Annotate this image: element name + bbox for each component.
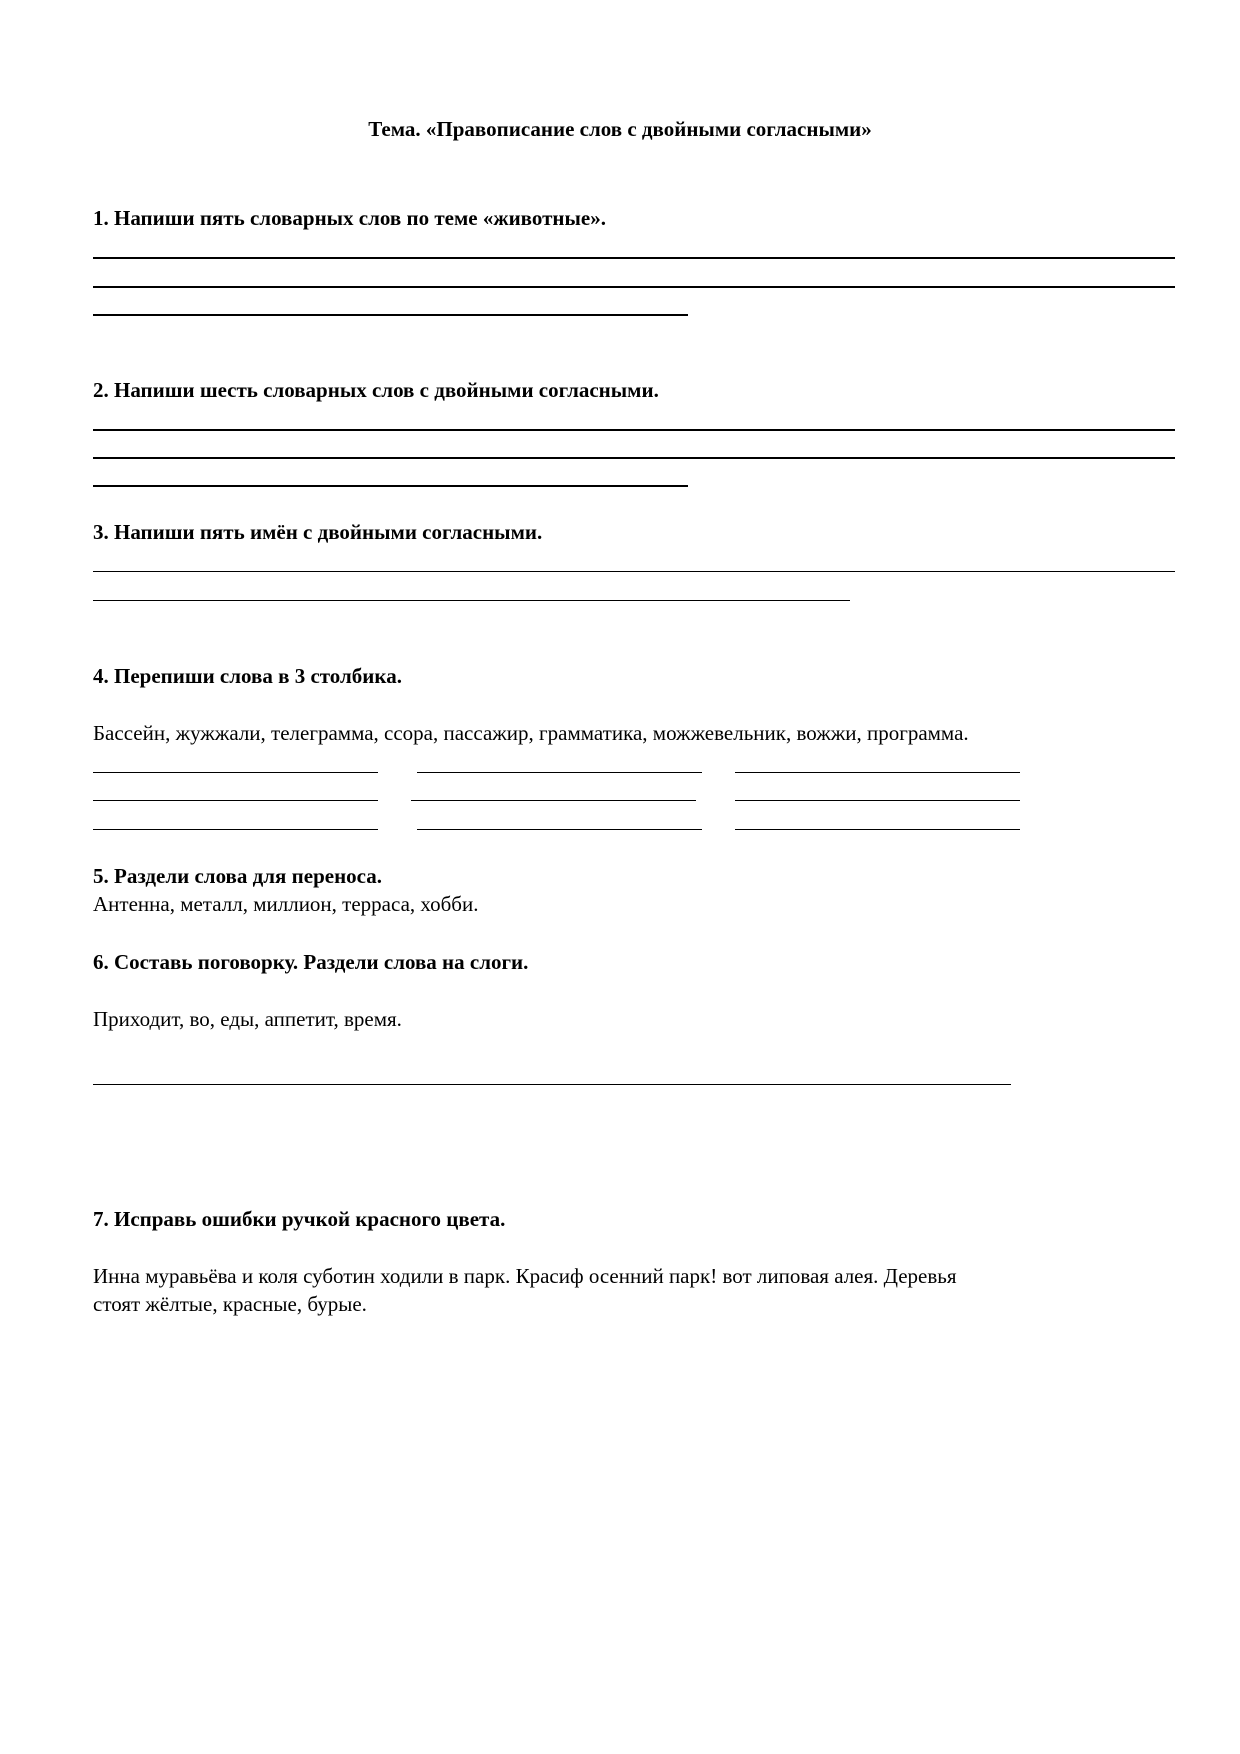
task-1-answer-line-1[interactable] xyxy=(93,257,1175,259)
task-4-col2-line-3[interactable] xyxy=(417,829,702,830)
task-7-heading: 7. Исправь ошибки ручкой красного цвета. xyxy=(93,1207,506,1231)
task-1-answer-line-2[interactable] xyxy=(93,286,1175,288)
task-7-text-line-1: Инна муравьёва и коля суботин ходили в парк. Красиф осенний парк! вот липовая алея. Деревья xyxy=(93,1264,957,1288)
task-4-col2-line-2[interactable] xyxy=(411,800,696,801)
task-4-col3-line-1[interactable] xyxy=(735,772,1020,773)
task-4-col3-line-2[interactable] xyxy=(735,800,1020,801)
task-5-heading: 5. Раздели слова для переноса. xyxy=(93,864,382,888)
task-3-answer-line-2[interactable] xyxy=(93,600,850,601)
task-2-heading: 2. Напиши шесть словарных слов с двойными согласными. xyxy=(93,378,659,402)
task-1-answer-line-3[interactable] xyxy=(93,314,688,316)
task-4-col2-line-1[interactable] xyxy=(417,772,702,773)
task-2-answer-line-2[interactable] xyxy=(93,457,1175,459)
task-6-words: Приходит, во, еды, аппетит, время. xyxy=(93,1007,402,1031)
task-4-col1-line-1[interactable] xyxy=(93,772,378,773)
task-4-col1-line-3[interactable] xyxy=(93,829,378,830)
task-2-answer-line-1[interactable] xyxy=(93,429,1175,431)
task-7-text-line-2: стоят жёлтые, красные, бурые. xyxy=(93,1292,367,1316)
task-4-heading: 4. Перепиши слова в 3 столбика. xyxy=(93,664,402,688)
task-3-answer-line-1[interactable] xyxy=(93,571,1175,572)
task-5-words: Антенна, металл, миллион, терраса, хобби. xyxy=(93,892,479,916)
page-title: Тема. «Правописание слов с двойными согласными» xyxy=(368,117,872,141)
task-6-heading: 6. Составь поговорку. Раздели слова на слоги. xyxy=(93,950,529,974)
task-3-heading: 3. Напиши пять имён с двойными согласными. xyxy=(93,520,543,544)
task-2-answer-line-3[interactable] xyxy=(93,485,688,487)
task-1-heading: 1. Напиши пять словарных слов по теме «животные». xyxy=(93,206,606,230)
task-4-col3-line-3[interactable] xyxy=(735,829,1020,830)
task-4-col1-line-2[interactable] xyxy=(93,800,378,801)
task-6-answer-line[interactable] xyxy=(93,1084,1011,1085)
task-4-words: Бассейн, жужжали, телеграмма, ссора, пассажир, грамматика, можжевельник, вожжи, программа. xyxy=(93,721,969,745)
